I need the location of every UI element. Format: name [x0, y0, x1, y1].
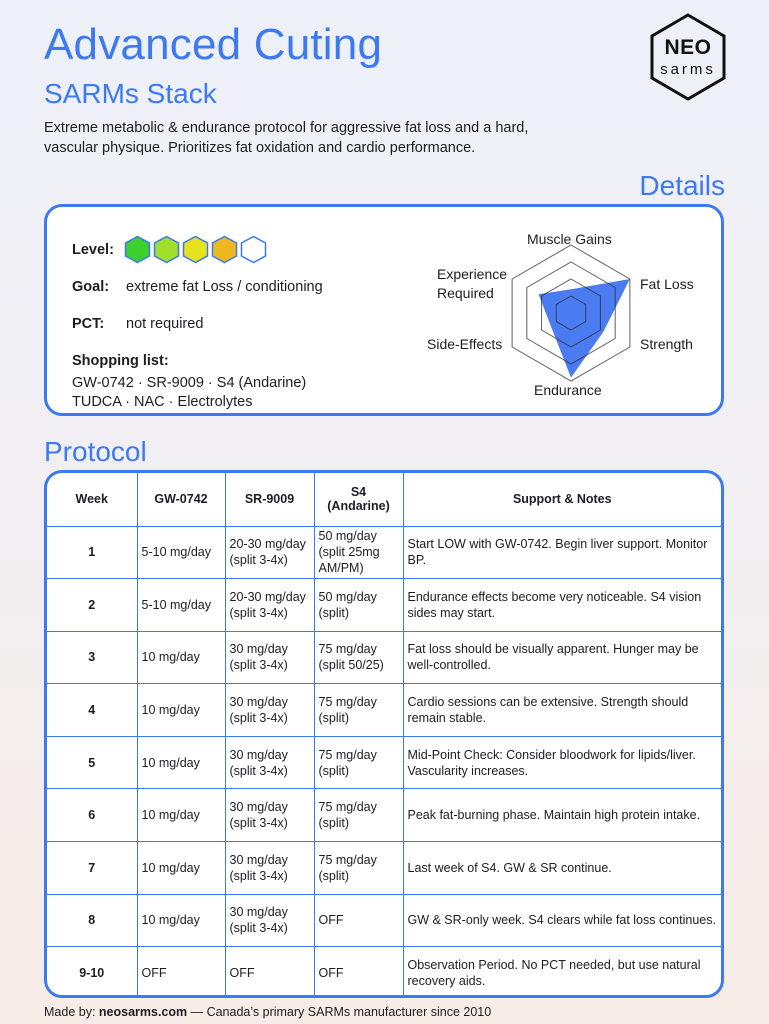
level-rating: [124, 235, 267, 264]
column-header-notes: Support & Notes: [403, 473, 721, 526]
logo-sarms-text: sarms: [660, 61, 716, 78]
gw0742-dose-cell: [137, 526, 225, 579]
sr9009-dose-cell: [225, 526, 314, 579]
radar-label-fat-loss: Fat Loss: [640, 276, 694, 292]
sr9009-dose-cell: [225, 631, 314, 684]
notes-cell: [403, 894, 721, 947]
column-header-s4-line: S4: [350, 485, 367, 500]
week-cell: [47, 894, 137, 947]
s4-dose-cell-line: 75 mg/day: [318, 852, 377, 867]
radar-label-muscle-gains: Muscle Gains: [527, 231, 612, 247]
radar-label-endurance: Endurance: [534, 382, 602, 398]
sr9009-dose-cell-line: (split 3-4x): [229, 763, 288, 778]
column-header-s4: [314, 473, 403, 526]
radar-label-required: Required: [437, 285, 494, 301]
radar-label-strength: Strength: [640, 336, 693, 352]
pct-row: [72, 316, 203, 332]
notes-cell-line: Peak fat-burning phase. Maintain high protein intake.: [407, 808, 701, 823]
column-header-sr9009: SR-9009: [225, 473, 314, 526]
s4-dose-cell: [314, 894, 403, 947]
notes-cell: [403, 579, 721, 632]
week-cell: [47, 789, 137, 842]
sr9009-dose-cell: [225, 736, 314, 789]
shopping-list-label: Shopping list:: [72, 353, 169, 369]
s4-dose-cell: [314, 631, 403, 684]
protocol-table-card: [44, 470, 724, 998]
notes-cell-line: Start LOW with GW-0742. Begin liver support. Monitor BP.: [407, 537, 708, 568]
gw0742-dose-cell: [137, 842, 225, 895]
details-card: [44, 204, 724, 416]
week-cell: [47, 684, 137, 737]
gw0742-dose-cell: [137, 631, 225, 684]
column-header-week: Week: [47, 473, 137, 526]
column-header-gw0742: GW-0742: [137, 473, 225, 526]
s4-dose-cell-line: OFF: [318, 913, 344, 928]
notes-cell-line: Fat loss should be visually apparent. Hunger may be well-controlled.: [407, 642, 699, 673]
s4-dose-cell-line: 75 mg/day: [318, 800, 377, 815]
gw0742-dose-cell-line: OFF: [141, 966, 167, 981]
gw0742-dose-cell-line: 10 mg/day: [141, 650, 200, 665]
level-hexagon-filled-icon: [182, 235, 209, 264]
level-hexagon-filled-icon: [211, 235, 238, 264]
details-heading: Details: [639, 170, 725, 201]
notes-cell: [403, 736, 721, 789]
sr9009-dose-cell-line: OFF: [229, 966, 255, 981]
radar-label-experience: Experience: [437, 266, 508, 282]
table-row: [47, 842, 721, 895]
level-hexagon-filled-icon: [124, 235, 151, 264]
radar-label-side-effects: Side-Effects: [427, 336, 503, 352]
pct-value: not required: [126, 316, 204, 332]
sr9009-dose-cell-line: 30 mg/day: [229, 905, 288, 920]
sr9009-dose-cell-line: 30 mg/day: [229, 852, 288, 867]
sr9009-dose-cell-line: 30 mg/day: [229, 695, 288, 710]
gw0742-dose-cell-line: 10 mg/day: [141, 913, 200, 928]
s4-dose-cell-line: (split 25mg: [318, 545, 380, 560]
s4-dose-cell: [314, 842, 403, 895]
sr9009-dose-cell: [225, 894, 314, 947]
column-header-s4-line: (Andarine): [327, 499, 390, 514]
week-cell: [47, 631, 137, 684]
sr9009-dose-cell-line: 20-30 mg/day: [229, 589, 306, 604]
sr9009-dose-cell: [225, 842, 314, 895]
s4-dose-cell-line: OFF: [318, 966, 344, 981]
gw0742-dose-cell-line: 10 mg/day: [141, 755, 200, 770]
week-cell-line: 9-10: [79, 966, 105, 981]
level-row: [72, 235, 267, 264]
protocol-table: [47, 473, 721, 998]
notes-cell-line: Last week of S4. GW & SR continue.: [407, 860, 612, 875]
week-cell-line: 4: [88, 703, 96, 718]
s4-dose-cell-line: (split 50/25): [318, 658, 384, 673]
footer-prefix: Made by:: [44, 1005, 99, 1019]
week-cell: [47, 579, 137, 632]
gw0742-dose-cell: [137, 894, 225, 947]
notes-cell: [403, 947, 721, 998]
notes-cell-line: Cardio sessions can be extensive. Strength should remain stable.: [407, 695, 689, 726]
week-cell: [47, 842, 137, 895]
sr9009-dose-cell-line: 30 mg/day: [229, 747, 288, 762]
s4-dose-cell-line: (split): [318, 605, 350, 620]
table-row: [47, 789, 721, 842]
table-row: [47, 526, 721, 579]
sr9009-dose-cell-line: (split 3-4x): [229, 711, 288, 726]
sr9009-dose-cell: [225, 789, 314, 842]
pct-label: PCT:: [72, 316, 105, 332]
week-cell: [47, 736, 137, 789]
table-row: [47, 684, 721, 737]
level-hexagon-filled-icon: [153, 235, 180, 264]
s4-dose-cell-line: (split): [318, 711, 350, 726]
level-hexagon-empty-icon: [240, 235, 267, 264]
s4-dose-cell-line: (split): [318, 868, 350, 883]
s4-dose-cell-line: 50 mg/day: [318, 589, 377, 604]
page-title: Advanced Cuting: [44, 20, 383, 69]
goal-row: [72, 279, 323, 295]
notes-cell: [403, 684, 721, 737]
week-cell-line: 3: [88, 650, 96, 665]
notes-cell: [403, 842, 721, 895]
week-cell: [47, 947, 137, 998]
sr9009-dose-cell-line: 20-30 mg/day: [229, 537, 306, 552]
s4-dose-cell-line: 75 mg/day: [318, 695, 377, 710]
table-header-row: [47, 473, 721, 526]
sr9009-dose-cell-line: (split 3-4x): [229, 658, 288, 673]
gw0742-dose-cell: [137, 736, 225, 789]
footer-site-link[interactable]: neosarms.com: [98, 1005, 188, 1019]
s4-dose-cell: [314, 789, 403, 842]
shopping-list-line: GW-0742 · SR-9009 · S4 (Andarine): [72, 375, 307, 391]
notes-cell-line: Mid-Point Check: Consider bloodwork for lipids/liver. Vascularity increases.: [407, 747, 696, 778]
footer-credit: [44, 1005, 491, 1019]
sr9009-dose-cell: [225, 684, 314, 737]
radar-chart-svg: [417, 221, 717, 406]
gw0742-dose-cell-line: 10 mg/day: [141, 703, 200, 718]
gw0742-dose-cell-line: 5-10 mg/day: [141, 597, 211, 612]
s4-dose-cell-line: 75 mg/day: [318, 642, 377, 657]
notes-cell: [403, 631, 721, 684]
sr9009-dose-cell-line: (split 3-4x): [229, 605, 288, 620]
notes-cell: [403, 526, 721, 579]
table-row: [47, 631, 721, 684]
s4-dose-cell: [314, 684, 403, 737]
table-row: [47, 736, 721, 789]
sr9009-dose-cell: [225, 579, 314, 632]
level-label: Level:: [72, 241, 114, 258]
sr9009-dose-cell-line: (split 3-4x): [229, 553, 288, 568]
page-description: Extreme metabolic & endurance protocol for aggressive fat loss and a hard, vascular physique. Prioritizes fat oxidation and cardio performance.: [44, 120, 529, 156]
gw0742-dose-cell: [137, 789, 225, 842]
week-cell-line: 2: [88, 597, 96, 612]
radar-chart: [417, 221, 717, 406]
week-cell-line: 5: [88, 755, 96, 770]
sr9009-dose-cell: [225, 947, 314, 998]
s4-dose-cell: [314, 526, 403, 579]
shopping-list-line: TUDCA · NAC · Electrolytes: [72, 394, 253, 410]
s4-dose-cell-line: (split): [318, 763, 350, 778]
radar-series-area: [539, 279, 630, 378]
page-subtitle: SARMs Stack: [44, 78, 217, 109]
sr9009-dose-cell-line: (split 3-4x): [229, 921, 288, 936]
sr9009-dose-cell-line: (split 3-4x): [229, 816, 288, 831]
table-row: [47, 894, 721, 947]
notes-cell-line: GW & SR-only week. S4 clears while fat loss continues.: [407, 913, 716, 928]
gw0742-dose-cell-line: 10 mg/day: [141, 808, 200, 823]
sr9009-dose-cell-line: 30 mg/day: [229, 642, 288, 657]
gw0742-dose-cell-line: 10 mg/day: [141, 860, 200, 875]
week-cell-line: 7: [88, 860, 96, 875]
notes-cell-line: Endurance effects become very noticeable. S4 vision sides may start.: [407, 589, 702, 620]
footer-suffix: — Canada’s primary SARMs manufacturer since 2010: [187, 1005, 492, 1019]
s4-dose-cell-line: 75 mg/day: [318, 747, 377, 762]
gw0742-dose-cell: [137, 947, 225, 998]
week-cell-line: 6: [88, 808, 96, 823]
gw0742-dose-cell: [137, 579, 225, 632]
logo-neo-text: NEO: [664, 36, 712, 59]
notes-cell: [403, 789, 721, 842]
s4-dose-cell-line: AM/PM): [318, 561, 364, 576]
neo-sarms-logo: [648, 12, 728, 102]
goal-label: Goal:: [72, 279, 110, 295]
gw0742-dose-cell: [137, 684, 225, 737]
gw0742-dose-cell-line: 5-10 mg/day: [141, 545, 211, 560]
sr9009-dose-cell-line: 30 mg/day: [229, 800, 288, 815]
s4-dose-cell-line: 50 mg/day: [318, 529, 377, 544]
s4-dose-cell: [314, 736, 403, 789]
table-row: [47, 947, 721, 998]
notes-cell-line: Observation Period. No PCT needed, but use natural recovery aids.: [407, 958, 701, 989]
week-cell-line: 8: [88, 913, 96, 928]
protocol-heading: Protocol: [44, 436, 147, 467]
s4-dose-cell-line: (split): [318, 816, 350, 831]
week-cell-line: 1: [88, 545, 96, 560]
s4-dose-cell: [314, 947, 403, 998]
goal-value: extreme fat Loss / conditioning: [126, 279, 323, 295]
s4-dose-cell: [314, 579, 403, 632]
sr9009-dose-cell-line: (split 3-4x): [229, 868, 288, 883]
table-row: [47, 579, 721, 632]
week-cell: [47, 526, 137, 579]
